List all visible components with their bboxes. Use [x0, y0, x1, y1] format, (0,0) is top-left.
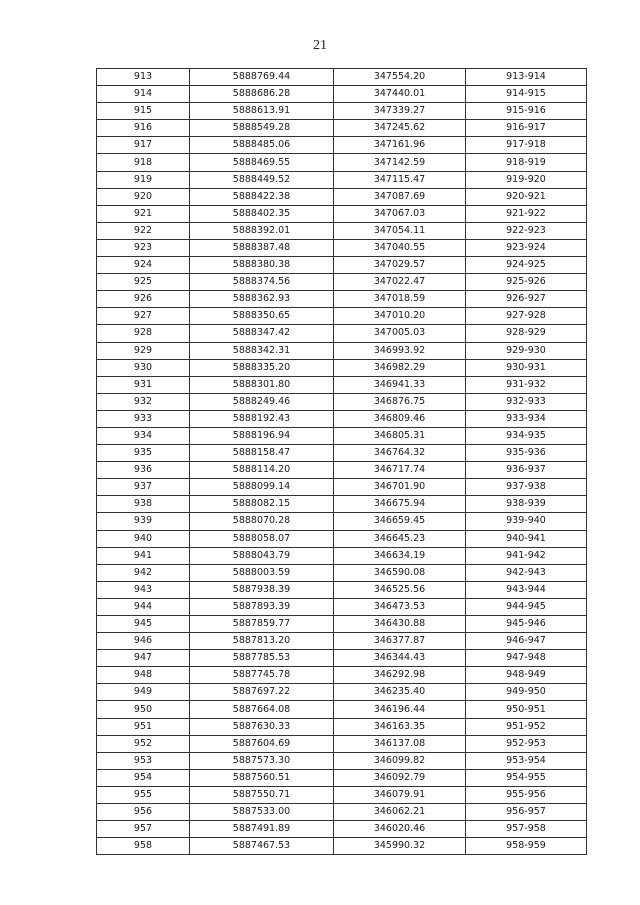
point-number-cell: 928 — [97, 325, 190, 342]
segment-cell: 937-938 — [466, 479, 587, 496]
point-number-cell: 938 — [97, 496, 190, 513]
segment-cell: 957-958 — [466, 821, 587, 838]
segment-cell: 929-930 — [466, 342, 587, 359]
point-number-cell: 947 — [97, 650, 190, 667]
point-number-cell: 955 — [97, 786, 190, 803]
segment-cell: 954-955 — [466, 769, 587, 786]
y-coordinate-cell: 346062.21 — [334, 804, 466, 821]
x-coordinate-cell: 5887745.78 — [190, 667, 334, 684]
segment-cell: 931-932 — [466, 376, 587, 393]
table-row — [97, 804, 587, 821]
table-row — [97, 171, 587, 188]
table-row — [97, 86, 587, 103]
point-number-cell: 941 — [97, 547, 190, 564]
table-row — [97, 359, 587, 376]
segment-cell: 938-939 — [466, 496, 587, 513]
x-coordinate-cell: 5887938.39 — [190, 581, 334, 598]
table-row — [97, 821, 587, 838]
x-coordinate-cell: 5888686.28 — [190, 86, 334, 103]
segment-cell: 914-915 — [466, 86, 587, 103]
x-coordinate-cell: 5887893.39 — [190, 598, 334, 615]
segment-cell: 921-922 — [466, 205, 587, 222]
y-coordinate-cell: 347022.47 — [334, 274, 466, 291]
x-coordinate-cell: 5888158.47 — [190, 445, 334, 462]
x-coordinate-cell: 5888449.52 — [190, 171, 334, 188]
y-coordinate-cell: 347040.55 — [334, 239, 466, 256]
point-number-cell: 958 — [97, 838, 190, 855]
y-coordinate-cell: 346092.79 — [334, 769, 466, 786]
y-coordinate-cell: 346292.98 — [334, 667, 466, 684]
x-coordinate-cell: 5888613.91 — [190, 103, 334, 120]
y-coordinate-cell: 346344.43 — [334, 650, 466, 667]
x-coordinate-cell: 5887630.33 — [190, 718, 334, 735]
y-coordinate-cell: 346099.82 — [334, 752, 466, 769]
segment-cell: 940-941 — [466, 530, 587, 547]
segment-cell: 950-951 — [466, 701, 587, 718]
point-number-cell: 937 — [97, 479, 190, 496]
y-coordinate-cell: 346982.29 — [334, 359, 466, 376]
segment-cell: 920-921 — [466, 188, 587, 205]
x-coordinate-cell: 5888485.06 — [190, 137, 334, 154]
y-coordinate-cell: 347087.69 — [334, 188, 466, 205]
x-coordinate-cell: 5888347.42 — [190, 325, 334, 342]
segment-cell: 928-929 — [466, 325, 587, 342]
point-number-cell: 921 — [97, 205, 190, 222]
table-row — [97, 188, 587, 205]
point-number-cell: 956 — [97, 804, 190, 821]
table-row — [97, 701, 587, 718]
x-coordinate-cell: 5888350.65 — [190, 308, 334, 325]
x-coordinate-cell: 5888335.20 — [190, 359, 334, 376]
segment-cell: 946-947 — [466, 633, 587, 650]
point-number-cell: 932 — [97, 393, 190, 410]
point-number-cell: 939 — [97, 513, 190, 530]
x-coordinate-cell: 5888114.20 — [190, 462, 334, 479]
table-row — [97, 479, 587, 496]
x-coordinate-cell: 5888196.94 — [190, 427, 334, 444]
point-number-cell: 934 — [97, 427, 190, 444]
point-number-cell: 931 — [97, 376, 190, 393]
table-row — [97, 786, 587, 803]
segment-cell: 913-914 — [466, 69, 587, 86]
table-row — [97, 445, 587, 462]
segment-cell: 935-936 — [466, 445, 587, 462]
x-coordinate-cell: 5887573.30 — [190, 752, 334, 769]
table-row — [97, 376, 587, 393]
point-number-cell: 915 — [97, 103, 190, 120]
x-coordinate-cell: 5888249.46 — [190, 393, 334, 410]
point-number-cell: 953 — [97, 752, 190, 769]
y-coordinate-cell: 345990.32 — [334, 838, 466, 855]
segment-cell: 953-954 — [466, 752, 587, 769]
table-row — [97, 581, 587, 598]
point-number-cell: 933 — [97, 410, 190, 427]
table-row — [97, 274, 587, 291]
segment-cell: 945-946 — [466, 616, 587, 633]
y-coordinate-cell: 347018.59 — [334, 291, 466, 308]
x-coordinate-cell: 5888362.93 — [190, 291, 334, 308]
table-row — [97, 564, 587, 581]
point-number-cell: 925 — [97, 274, 190, 291]
x-coordinate-cell: 5888402.35 — [190, 205, 334, 222]
y-coordinate-cell: 346993.92 — [334, 342, 466, 359]
segment-cell: 923-924 — [466, 239, 587, 256]
x-coordinate-cell: 5887697.22 — [190, 684, 334, 701]
y-coordinate-cell: 346377.87 — [334, 633, 466, 650]
point-number-cell: 943 — [97, 581, 190, 598]
point-number-cell: 952 — [97, 735, 190, 752]
segment-cell: 930-931 — [466, 359, 587, 376]
point-number-cell: 927 — [97, 308, 190, 325]
y-coordinate-cell: 347005.03 — [334, 325, 466, 342]
table-row — [97, 120, 587, 137]
y-coordinate-cell: 347245.62 — [334, 120, 466, 137]
x-coordinate-cell: 5888392.01 — [190, 222, 334, 239]
y-coordinate-cell: 346196.44 — [334, 701, 466, 718]
segment-cell: 949-950 — [466, 684, 587, 701]
y-coordinate-cell: 346809.46 — [334, 410, 466, 427]
x-coordinate-cell: 5888342.31 — [190, 342, 334, 359]
y-coordinate-cell: 346473.53 — [334, 598, 466, 615]
table-row — [97, 684, 587, 701]
point-number-cell: 930 — [97, 359, 190, 376]
segment-cell: 942-943 — [466, 564, 587, 581]
segment-cell: 916-917 — [466, 120, 587, 137]
point-number-cell: 929 — [97, 342, 190, 359]
x-coordinate-cell: 5887664.08 — [190, 701, 334, 718]
table-row — [97, 650, 587, 667]
x-coordinate-cell: 5888301.80 — [190, 376, 334, 393]
y-coordinate-cell: 346876.75 — [334, 393, 466, 410]
segment-cell: 952-953 — [466, 735, 587, 752]
x-coordinate-cell: 5888192.43 — [190, 410, 334, 427]
table-row — [97, 342, 587, 359]
point-number-cell: 951 — [97, 718, 190, 735]
point-number-cell: 957 — [97, 821, 190, 838]
segment-cell: 919-920 — [466, 171, 587, 188]
y-coordinate-cell: 346020.46 — [334, 821, 466, 838]
segment-cell: 934-935 — [466, 427, 587, 444]
y-coordinate-cell: 346163.35 — [334, 718, 466, 735]
y-coordinate-cell: 346590.08 — [334, 564, 466, 581]
point-number-cell: 948 — [97, 667, 190, 684]
point-number-cell: 940 — [97, 530, 190, 547]
segment-cell: 948-949 — [466, 667, 587, 684]
point-number-cell: 954 — [97, 769, 190, 786]
x-coordinate-cell: 5887533.00 — [190, 804, 334, 821]
x-coordinate-cell: 5888380.38 — [190, 257, 334, 274]
point-number-cell: 946 — [97, 633, 190, 650]
point-number-cell: 950 — [97, 701, 190, 718]
x-coordinate-cell: 5888082.15 — [190, 496, 334, 513]
page-number: 21 — [313, 38, 327, 53]
y-coordinate-cell: 347029.57 — [334, 257, 466, 274]
segment-cell: 922-923 — [466, 222, 587, 239]
x-coordinate-cell: 5888099.14 — [190, 479, 334, 496]
segment-cell: 917-918 — [466, 137, 587, 154]
table-row — [97, 308, 587, 325]
y-coordinate-cell: 346675.94 — [334, 496, 466, 513]
x-coordinate-cell: 5888374.56 — [190, 274, 334, 291]
y-coordinate-cell: 346701.90 — [334, 479, 466, 496]
table-row — [97, 103, 587, 120]
x-coordinate-cell: 5887550.71 — [190, 786, 334, 803]
segment-cell: 926-927 — [466, 291, 587, 308]
y-coordinate-cell: 346634.19 — [334, 547, 466, 564]
table-row — [97, 427, 587, 444]
table-row — [97, 633, 587, 650]
segment-cell: 939-940 — [466, 513, 587, 530]
table-row — [97, 205, 587, 222]
y-coordinate-cell: 347554.20 — [334, 69, 466, 86]
segment-cell: 947-948 — [466, 650, 587, 667]
y-coordinate-cell: 346717.74 — [334, 462, 466, 479]
table-row — [97, 325, 587, 342]
segment-cell: 925-926 — [466, 274, 587, 291]
segment-cell: 955-956 — [466, 786, 587, 803]
point-number-cell: 936 — [97, 462, 190, 479]
x-coordinate-cell: 5888422.38 — [190, 188, 334, 205]
x-coordinate-cell: 5888058.07 — [190, 530, 334, 547]
x-coordinate-cell: 5887467.53 — [190, 838, 334, 855]
table-row — [97, 547, 587, 564]
y-coordinate-cell: 346079.91 — [334, 786, 466, 803]
table-row — [97, 222, 587, 239]
point-number-cell: 945 — [97, 616, 190, 633]
point-number-cell: 919 — [97, 171, 190, 188]
x-coordinate-cell: 5888549.28 — [190, 120, 334, 137]
segment-cell: 941-942 — [466, 547, 587, 564]
x-coordinate-cell: 5887491.89 — [190, 821, 334, 838]
table-row — [97, 291, 587, 308]
x-coordinate-cell: 5887813.20 — [190, 633, 334, 650]
segment-cell: 927-928 — [466, 308, 587, 325]
y-coordinate-cell: 346941.33 — [334, 376, 466, 393]
x-coordinate-cell: 5888043.79 — [190, 547, 334, 564]
table-row — [97, 735, 587, 752]
point-number-cell: 944 — [97, 598, 190, 615]
y-coordinate-cell: 346805.31 — [334, 427, 466, 444]
coordinates-table-body — [97, 69, 587, 855]
table-row — [97, 769, 587, 786]
table-row — [97, 530, 587, 547]
x-coordinate-cell: 5887604.69 — [190, 735, 334, 752]
table-row — [97, 496, 587, 513]
segment-cell: 958-959 — [466, 838, 587, 855]
segment-cell: 943-944 — [466, 581, 587, 598]
y-coordinate-cell: 347010.20 — [334, 308, 466, 325]
point-number-cell: 935 — [97, 445, 190, 462]
table-row — [97, 69, 587, 86]
point-number-cell: 914 — [97, 86, 190, 103]
point-number-cell: 949 — [97, 684, 190, 701]
y-coordinate-cell: 346525.56 — [334, 581, 466, 598]
x-coordinate-cell: 5887859.77 — [190, 616, 334, 633]
segment-cell: 956-957 — [466, 804, 587, 821]
segment-cell: 933-934 — [466, 410, 587, 427]
table-row — [97, 137, 587, 154]
point-number-cell: 922 — [97, 222, 190, 239]
segment-cell: 924-925 — [466, 257, 587, 274]
x-coordinate-cell: 5888070.28 — [190, 513, 334, 530]
y-coordinate-cell: 346645.23 — [334, 530, 466, 547]
segment-cell: 915-916 — [466, 103, 587, 120]
y-coordinate-cell: 347142.59 — [334, 154, 466, 171]
x-coordinate-cell: 5888469.55 — [190, 154, 334, 171]
table-row — [97, 410, 587, 427]
y-coordinate-cell: 347339.27 — [334, 103, 466, 120]
y-coordinate-cell: 346659.45 — [334, 513, 466, 530]
table-row — [97, 616, 587, 633]
coordinates-table — [96, 68, 587, 855]
segment-cell: 944-945 — [466, 598, 587, 615]
x-coordinate-cell: 5888769.44 — [190, 69, 334, 86]
point-number-cell: 918 — [97, 154, 190, 171]
x-coordinate-cell: 5887785.53 — [190, 650, 334, 667]
table-row — [97, 838, 587, 855]
segment-cell: 918-919 — [466, 154, 587, 171]
point-number-cell: 920 — [97, 188, 190, 205]
point-number-cell: 916 — [97, 120, 190, 137]
table-row — [97, 598, 587, 615]
y-coordinate-cell: 346764.32 — [334, 445, 466, 462]
x-coordinate-cell: 5887560.51 — [190, 769, 334, 786]
y-coordinate-cell: 346137.08 — [334, 735, 466, 752]
point-number-cell: 917 — [97, 137, 190, 154]
y-coordinate-cell: 347067.03 — [334, 205, 466, 222]
x-coordinate-cell: 5888003.59 — [190, 564, 334, 581]
y-coordinate-cell: 347440.01 — [334, 86, 466, 103]
x-coordinate-cell: 5888387.48 — [190, 239, 334, 256]
segment-cell: 932-933 — [466, 393, 587, 410]
table-row — [97, 667, 587, 684]
point-number-cell: 923 — [97, 239, 190, 256]
point-number-cell: 942 — [97, 564, 190, 581]
table-row — [97, 393, 587, 410]
point-number-cell: 924 — [97, 257, 190, 274]
table-row — [97, 513, 587, 530]
table-row — [97, 257, 587, 274]
y-coordinate-cell: 347161.96 — [334, 137, 466, 154]
segment-cell: 951-952 — [466, 718, 587, 735]
table-row — [97, 462, 587, 479]
point-number-cell: 913 — [97, 69, 190, 86]
y-coordinate-cell: 346235.40 — [334, 684, 466, 701]
table-row — [97, 752, 587, 769]
segment-cell: 936-937 — [466, 462, 587, 479]
y-coordinate-cell: 347054.11 — [334, 222, 466, 239]
table-row — [97, 154, 587, 171]
y-coordinate-cell: 347115.47 — [334, 171, 466, 188]
table-row — [97, 718, 587, 735]
table-row — [97, 239, 587, 256]
point-number-cell: 926 — [97, 291, 190, 308]
y-coordinate-cell: 346430.88 — [334, 616, 466, 633]
